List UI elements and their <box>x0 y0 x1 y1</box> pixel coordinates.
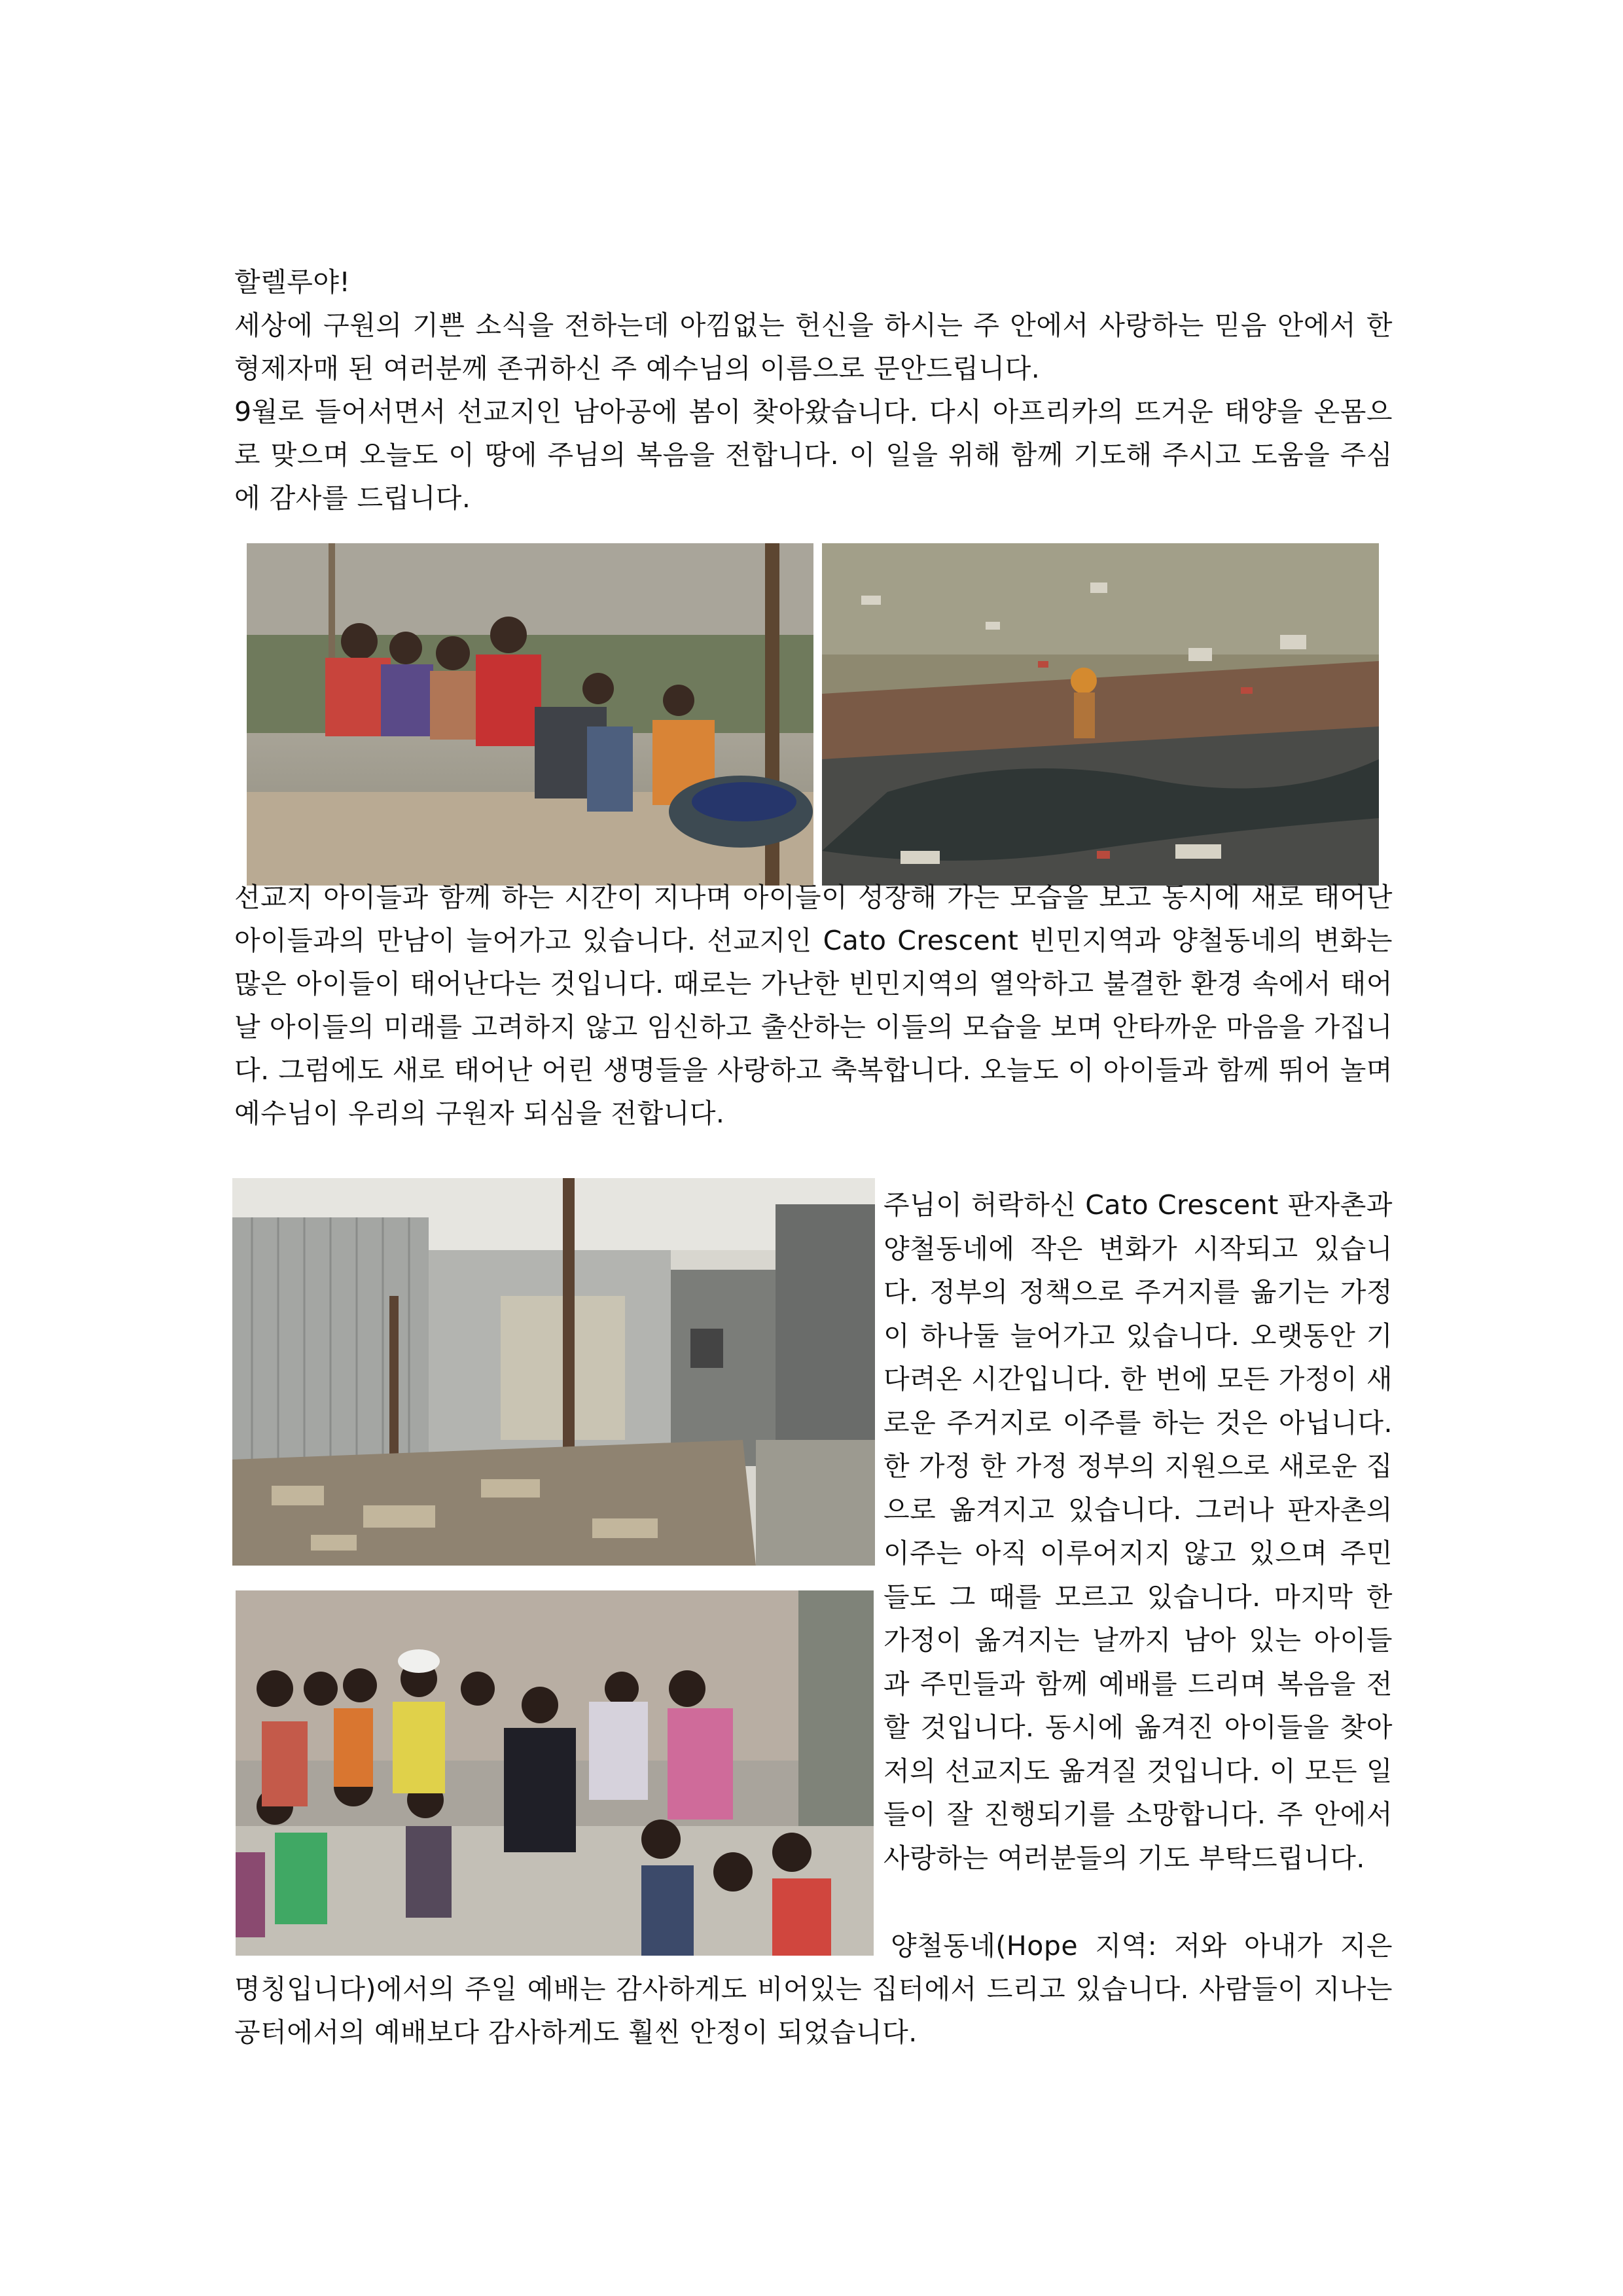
photo-children-group <box>236 1590 874 1956</box>
photo-polluted-stream <box>822 543 1379 886</box>
relocation-paragraph: 주님이 허락하신 Cato Crescent 판자촌과 양철동네에 작은 변화가 시작되고 있습니다. 정부의 정책으로 주거지를 옮기는 가정이 하나둘 늘어가고 있습니다. 오랫동안 기다려온 시간입니다. 한 번에 모든 가정이 새로운 주거지로 이주를 하는 것은 아닙니다. 한 가정 한 가정 정부의 지원으로 새로운 집으로 옮겨지고 있습니다. 그러나 판자촌의 이주는 아직 이루어지지 않고 있으며 주민들도 그 때를 모르고 있습니다. 마지막 한 가정이 옮겨지는 날까지 남아 있는 아이들과 주민들과 함께 예배를 드리며 복음을 전할 것입니다. 동시에 옮겨진 아이들을 찾아 저의 선교지도 옮겨질 것입니다. 이 모든 일들이 잘 진행되기를 소망합니다. 주 안에서 사랑하는 여러분들의 기도 부탁드립니다. <box>883 1189 1393 1874</box>
intro-paragraph: 세상에 구원의 기쁜 소식을 전하는데 아낌없는 헌신을 하시는 주 안에서 사랑하는 믿음 안에서 한 형제자매 된 여러분께 존귀하신 주 예수님의 이름으로 문안드립니다. <box>234 310 1393 384</box>
children-paragraph: 선교지 아이들과 함께 하는 시간이 지나며 아이들이 성장해 가는 모습을 보고 동시에 새로 태어난 아이들과의 만남이 늘어가고 있습니다. 선교지인 Cato Crescent 빈민지역과 양철동네의 변화는 많은 아이들이 태어난다는 것입니다. 때로는 가난한 빈민지역의 열악하고 불결한 환경 속에서 태어날 아이들의 미래를 고려하지 않고 임신하고 출산하는 이들의 모습을 보며 안타까운 마음을 가집니다. 그럼에도 새로 태어난 어린 생명들을 사랑하고 축복합니다. 오늘도 이 아이들과 함께 뛰어 놀며 예수님이 우리의 구원자 되심을 전합니다. <box>234 882 1393 1129</box>
worship-paragraph: 양철동네(Hope 지역: 저와 아내가 지은 명칭입니다)에서의 주일 예배는 감사하게도 비어있는 집터에서 드리고 있습니다. 사람들이 지나는 공터에서의 예배보다 감사하게도 훨씬 안정이 되었습니다. <box>234 1930 1393 2048</box>
season-paragraph: 9월로 들어서면서 선교지인 남아공에 봄이 찾아왔습니다. 다시 아프리카의 뜨거운 태양을 온몸으로 맞으며 오늘도 이 땅에 주님의 복음을 전합니다. 이 일을 위해 함께 기도해 주시고 도움을 주심에 감사를 드립니다. <box>234 396 1393 514</box>
greeting: 할렐루야! <box>234 266 351 298</box>
photo-tin-houses <box>232 1178 875 1566</box>
photo-children-sitting <box>247 543 813 886</box>
